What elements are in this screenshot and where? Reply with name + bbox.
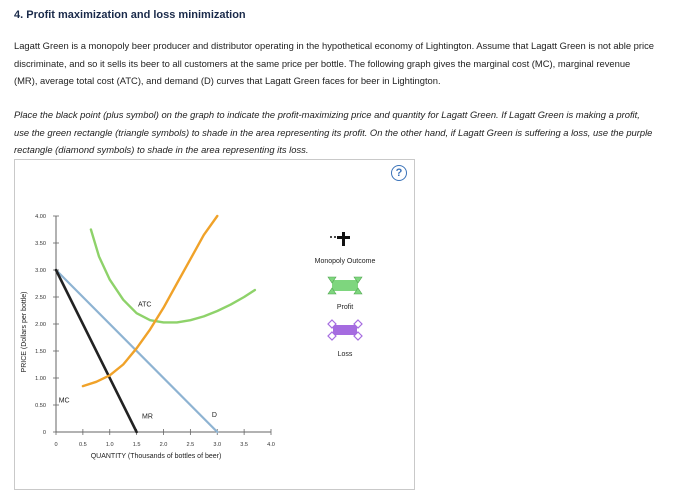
x-tick-label: 2.0: [159, 442, 168, 448]
x-tick-label: 0: [54, 442, 58, 448]
profit-rectangle-tool[interactable]: [328, 277, 362, 311]
plus-symbol-icon: [330, 232, 350, 246]
graph-panel: [14, 159, 415, 490]
help-icon[interactable]: ?: [391, 165, 407, 181]
loss-rectangle-tool[interactable]: [328, 320, 362, 358]
x-tick-label: 1.0: [105, 442, 114, 448]
atc-curve: [91, 230, 255, 323]
triangle-rectangle-icon: [328, 277, 362, 294]
y-tick-label: 3.00: [35, 268, 46, 274]
y-tick-label: 2.00: [35, 322, 46, 328]
y-tick-label: 4.00: [35, 214, 46, 220]
x-tick-label: 2.5: [186, 442, 195, 448]
atc-curve-label: ATC: [137, 301, 152, 309]
y-tick-label: 1.50: [35, 349, 46, 355]
x-tick-label: 0.5: [78, 442, 87, 448]
x-axis-title: QUANTITY (Thousands of bottles of beer): [90, 453, 222, 460]
diamond-rectangle-icon: [328, 320, 362, 340]
x-tick-label: 1.5: [132, 442, 141, 448]
mr-curve: [56, 270, 137, 432]
question-intro-text: Lagatt Green is a monopoly beer producer and distributor operating in the hypothetical economy of Lightington. Assume that Lagatt Green is not able price discriminate, and so it sells its beer to all customers at the same price per bottle. The following graph gives the marginal cost (MC), marginal revenue (MR), average total cost (ATC), and demand (D) curves that Lagatt Green faces for beer in Lightington.: [14, 40, 654, 86]
x-tick-label: 3.0: [213, 442, 222, 448]
y-tick-label: 0.50: [35, 403, 46, 409]
mr-curve-label: MR: [142, 413, 153, 421]
d-curve: [56, 270, 217, 432]
mc-curve-label: MC: [58, 397, 70, 405]
y-tick-label: 0: [42, 430, 46, 436]
monopoly-outcome-tool[interactable]: [315, 232, 376, 265]
x-tick-label: 3.5: [240, 442, 249, 448]
y-tick-label: 1.00: [35, 376, 46, 382]
profit-label: Profit: [336, 304, 354, 311]
supply-demand-graph[interactable]: [15, 160, 416, 491]
monopoly-outcome-label: Monopoly Outcome: [314, 258, 376, 265]
question-instructions: Place the black point (plus symbol) on the graph to indicate the profit-maximizing price and quantity for Lagatt Green. If Lagatt Green is making a profit, use the green rectangle (triangle symbols) to shade in the area representing its profit. On the other hand, if Lagatt Green is suffering a loss, use the purple rectangle (diamond symbols) to shade in the area representing its loss.: [14, 109, 653, 155]
question-heading: 4. Profit maximization and loss minimization: [14, 9, 246, 21]
x-tick-label: 4.0: [267, 442, 275, 448]
d-curve-label: D: [211, 411, 217, 419]
y-axis-title: PRICE (Dollars per bottle): [21, 291, 28, 373]
y-tick-label: 2.50: [35, 295, 46, 301]
y-tick-label: 3.50: [35, 241, 46, 247]
loss-label: Loss: [337, 351, 353, 358]
